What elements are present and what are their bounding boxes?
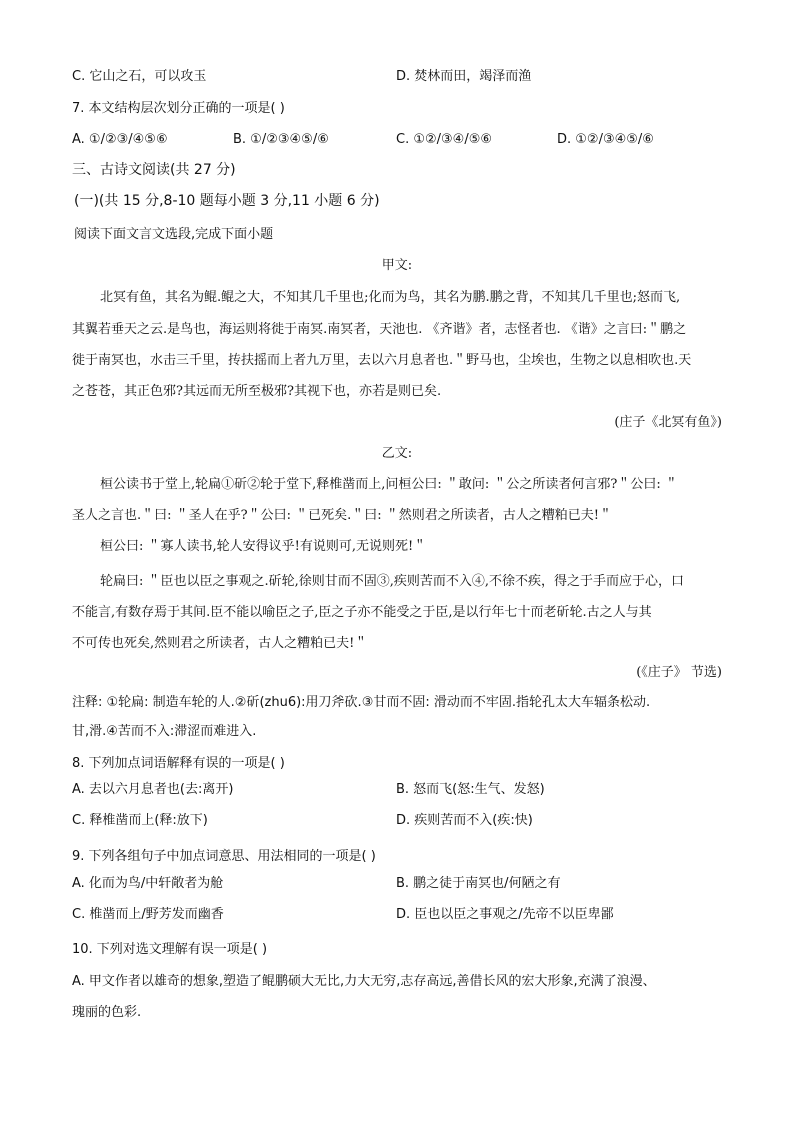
passage-a-line: 北冥有鱼，其名为鲲.鲲之大，不知其几千里也;化而为鸟，其名为鹏.鹏之背，不知其几千里也;怒而飞,: [100, 290, 681, 305]
q8-option-c: C. 释椎凿而上(释:放下): [72, 813, 208, 828]
passage-b-line: 圣人之言也.＂曰: ＂圣人在乎?＂公曰: ＂已死矣.＂曰: ＂然则君之所读者，古人之糟粕已夫!＂: [72, 508, 612, 523]
section-3-part-1: (一)(共 15 分,8-10 题每小题 3 分,11 小题 6 分): [74, 193, 380, 209]
q7-stem: 7. 本文结构层次划分正确的一项是( ): [72, 101, 285, 116]
section-3-title: 三、古诗文阅读(共 27 分): [72, 162, 236, 178]
q9-option-b: B. 鹏之徒于南冥也/何陋之有: [396, 876, 561, 891]
q10-option-a-continued: 瑰丽的色彩.: [72, 1005, 142, 1020]
q8-option-d: D. 疾则苦而不入(疾:快): [396, 813, 533, 828]
q9-option-c: C. 椎凿而上/野芳发而幽香: [72, 907, 224, 922]
passage-b-line: 不能言,有数存焉于其间.臣不能以喻臣之子,臣之子亦不能受之于臣,是以行年七十而老斫轮.古之人与其: [72, 605, 652, 620]
q8-stem: 8. 下列加点词语解释有误的一项是( ): [72, 756, 285, 771]
passage-b-line: 桓公读书于堂上,轮扁①斫②轮于堂下,释椎凿而上,问桓公曰: ＂敢问: ＂公之所读者何言邪?＂公曰: ＂: [100, 477, 678, 492]
q8-option-a: A. 去以六月息者也(去:离开): [72, 782, 234, 797]
q9-stem: 9. 下列各组句子中加点词意思、用法相同的一项是( ): [72, 849, 376, 864]
q10-stem: 10. 下列对选文理解有误一项是( ): [72, 942, 268, 957]
passage-b-line: 不可传也死矣,然则君之所读者，古人之糟粕已夫!＂: [72, 636, 368, 651]
q7-option-d: D. ①②/③④⑤/⑥: [557, 132, 654, 147]
annotation-line: 甘,滑.④苦而不入:滞涩而难进入.: [72, 724, 257, 739]
q10-option-a: A. 甲文作者以雄奇的想象,塑造了鲲鹏硕大无比,力大无穷,志存高远,善借长风的宏大形象,充满了浪漫、: [72, 974, 656, 989]
passage-a-line: 徙于南冥也，水击三千里，抟扶摇而上者九万里，去以六月息者也.＂野马也，尘埃也，生物之以息相吹也.天: [72, 353, 692, 368]
passage-b-line: 桓公曰: ＂寡人读书,轮人安得议乎!有说则可,无说则死!＂: [100, 539, 427, 554]
q6-option-c: C. 它山之石，可以攻玉: [72, 69, 207, 84]
q6-option-d: D. 焚林而田，竭泽而渔: [396, 69, 532, 84]
passage-a-source: (庄子《北冥有鱼》): [614, 415, 722, 430]
passage-b-title: 乙文:: [381, 446, 413, 461]
annotation-line: 注释: ①轮扁: 制造车轮的人.②斫(zhu6):用刀斧砍.③甘而不固: 滑动而不牢固.指轮孔太大车辐条松动.: [72, 695, 651, 710]
q7-option-a: A. ①/②③/④⑤⑥: [72, 132, 168, 147]
q9-option-d: D. 臣也以臣之事观之/先帝不以臣卑鄙: [396, 907, 614, 922]
reading-instruction: 阅读下面文言文选段,完成下面小题: [74, 227, 274, 242]
q9-option-a: A. 化而为鸟/中轩敞者为舱: [72, 876, 224, 891]
passage-a-line: 其翼若垂天之云.是鸟也，海运则将徙于南冥.南冥者，天池也. 《齐谐》者，志怪者也. 《谐》之言曰:＂鹏之: [72, 322, 687, 337]
passage-a-title: 甲文:: [381, 258, 413, 273]
passage-b-line: 轮扁曰: ＂臣也以臣之事观之.斫轮,徐则甘而不固③,疾则苦而不入④,不徐不疾，得之于手而应于心，口: [100, 574, 685, 589]
q7-option-b: B. ①/②③④⑤/⑥: [233, 132, 329, 147]
q7-option-c: C. ①②/③④/⑤⑥: [396, 132, 493, 147]
q8-option-b: B. 怒而飞(怒:生气、发怒): [396, 782, 545, 797]
passage-b-source: (《庄子》 节选): [636, 665, 722, 680]
passage-a-line: 之苍苍，其正色邪?其远而无所至极邪?其视下也，亦若是则已矣.: [72, 384, 442, 399]
